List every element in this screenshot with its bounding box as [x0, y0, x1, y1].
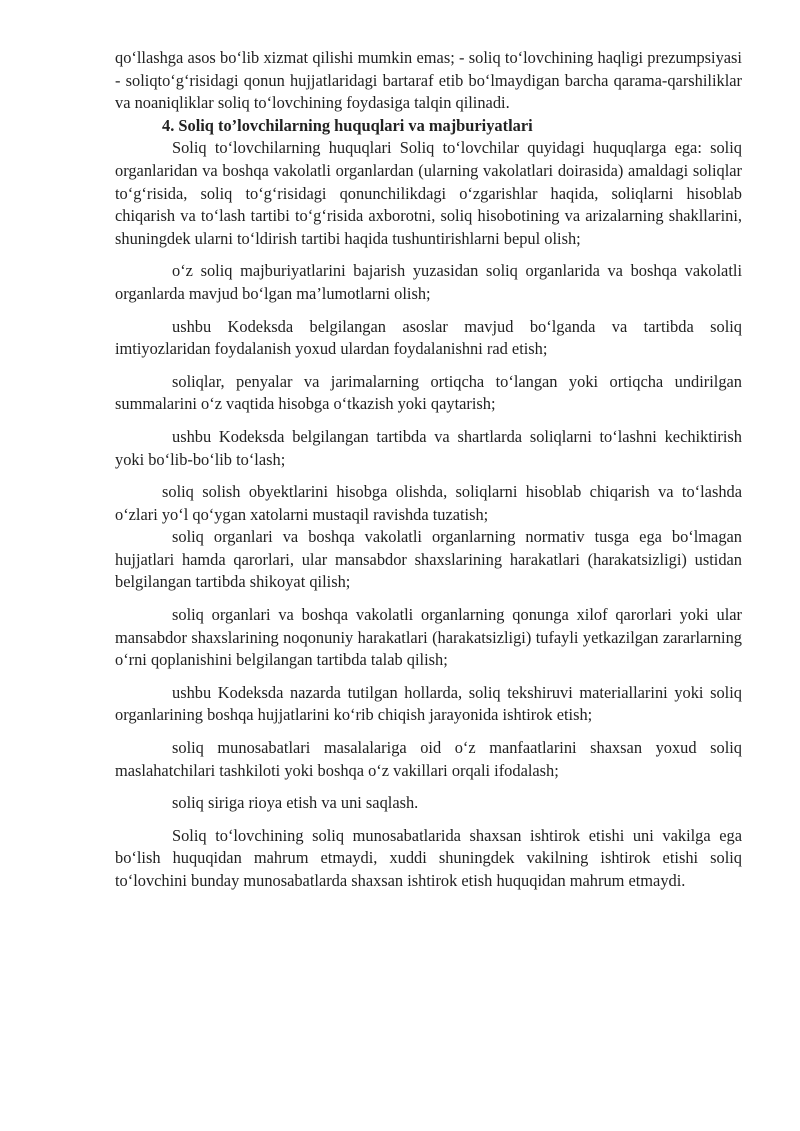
paragraph-right-complaint: soliq organlari va boshqa vakolatli organlarning normativ tusga ega bo‘lmagan hujjatlari hamda qarorlari, ular mansabdor shaxslarining harakatlari (harakatsizligi) ustidan belgilangan tartibda shikoyat qilish;: [115, 527, 742, 592]
document-body: [115, 47, 742, 893]
paragraph-personal-participation: Soliq to‘lovchining soliq munosabatlarida shaxsan ishtirok etishi uni vakilga ega bo‘lish huquqidan mahrum etmaydi, xuddi shuningdek vakilning ishtirok etishi soliq to‘lovchini bunday munosabatlarda shaxsan ishtirok etish huquqidan mahrum etmaydi.: [115, 825, 742, 890]
section-heading: 4. Soliq to’lovchilarning huquqlari va majburiyatlari: [162, 115, 533, 135]
paragraph-right-obtain-info: o‘z soliq majburiyatlarini bajarish yuzasidan soliq organlarida va boshqa vakolatli organlarda mavjud bo‘lgan ma’lumotlarni olish;: [115, 261, 742, 303]
paragraph-rights-intro: Soliq to‘lovchilarning huquqlari Soliq to‘lovchilar quyidagi huquqlarga ega: soliq organlaridan va boshqa vakolatli organlardan (ularning vakolatlari doirasida) amaldagi soliqlar to‘g‘risida, soliq to‘g‘risidagi qonunchilikdagi o‘zgarishlar haqida, soliqlarni hisoblab chiqarish va to‘lash tartibi to‘g‘risida axborotni, soliq hisobotining va arizalarning shakllarini, shuningdek ularni to‘ldirish tartibi haqida tushuntirishlarni bepul olish;: [115, 138, 742, 248]
paragraph-right-representation: soliq munosabatlari masalalariga oid o‘z manfaatlarini shaxsan yoxud soliq maslahatchilari tashkiloti yoki boshqa o‘z vakillari orqali ifodalash;: [115, 738, 742, 780]
paragraph-right-correct-errors: soliq solish obyektlarini hisobga olishda, soliqlarni hisoblab chiqarish va to‘lashda o‘zlari yo‘l qo‘ygan xatolarni mustaqil ravishda tuzatish;: [115, 482, 742, 524]
paragraph-right-refund: soliqlar, penyalar va jarimalarning ortiqcha to‘langan yoki ortiqcha undirilgan summalarini o‘z vaqtida hisobga o‘tkazish yoki qaytarish;: [115, 371, 742, 414]
paragraph-right-participate: ushbu Kodeksda nazarda tutilgan hollarda, soliq tekshiruvi materiallarini yoki soliq organlarining boshqa hujjatlarini ko‘rib chiqish jarayonida ishtirok etish;: [115, 682, 742, 725]
paragraph-intro: qo‘llashga asos bo‘lib xizmat qilishi mumkin emas; - soliq to‘lovchining haqligi prezumpsiyasi - soliqto‘g‘risidagi qonun hujjatlaridagi bartaraf etib bo‘lmaydigan barcha qarama-qarshiliklar va noaniqliklar soliq to‘lovchining foydasiga talqin qilinadi.: [115, 48, 742, 113]
paragraph-right-deferral: ushbu Kodeksda belgilangan tartibda va shartlarda soliqlarni to‘lashni kechiktirish yoki bo‘lib-bo‘lib to‘lash;: [115, 426, 742, 469]
paragraph-right-compensation: soliq organlari va boshqa vakolatli organlarning qonunga xilof qarorlari yoki ular mansabdor shaxslarining noqonuniy harakatlari (harakatsizligi) tufayli yetkazilgan zararlarning o‘rni qoplanishini belgilangan tartibda talab qilish;: [115, 605, 742, 670]
paragraph-right-tax-benefits: ushbu Kodeksda belgilangan asoslar mavjud bo‘lganda va tartibda soliq imtiyozlaridan foydalanish yoxud ulardan foydalanishni rad etish;: [115, 316, 742, 359]
paragraph-right-tax-secrecy: soliq siriga rioya etish va uni saqlash.: [172, 793, 419, 813]
